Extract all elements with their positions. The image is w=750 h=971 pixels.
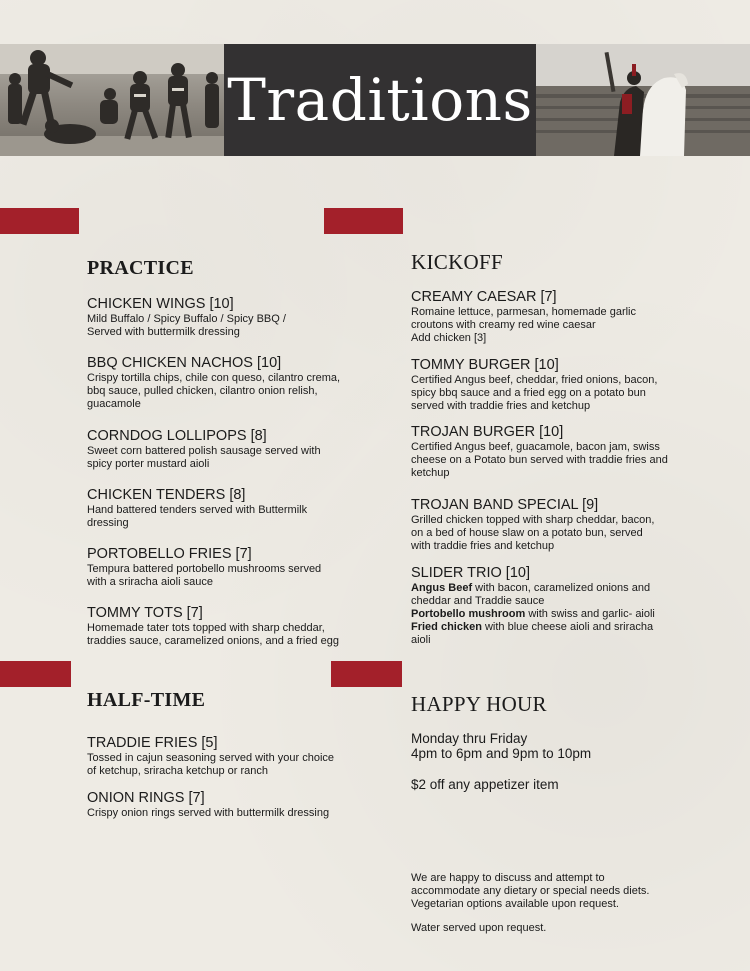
football-players-photo (0, 44, 224, 156)
red-accent-bar (324, 208, 403, 234)
dietary-note: We are happy to discuss and attempt to accommodate any dietary or special needs diets. Vegetarian options available upon request. (411, 872, 650, 910)
red-accent-bar (331, 661, 402, 687)
happy-hour-heading: HAPPY HOUR (411, 692, 547, 716)
item-description: Tempura battered portobello mushrooms served with a sriracha aioli sauce (87, 563, 322, 588)
item-description: Mild Buffalo / Spicy Buffalo / Spicy BBQ / Served with buttermilk dressing (87, 313, 286, 338)
happy-hour-times: 4pm to 6pm and 9pm to 10pm (411, 746, 592, 761)
menu-item-slider-trio (411, 565, 676, 647)
football-players-illustration (0, 44, 224, 156)
item-name: BBQ CHICKEN NACHOS [10] (87, 355, 282, 371)
halftime-heading: HALF-TIME (87, 689, 206, 711)
item-description: Romaine lettuce, parmesan, homemade garlic croutons with creamy red wine caesar (411, 306, 637, 331)
item-name: TROJAN BAND SPECIAL [9] (411, 497, 599, 513)
menu-item (87, 428, 352, 471)
menu-item (87, 790, 352, 820)
menu-item (87, 735, 352, 778)
slider-bold: Fried chicken (411, 621, 482, 633)
item-description: Sweet corn battered polish sausage served with spicy porter mustard aioli (87, 445, 321, 470)
item-name: ONION RINGS [7] (87, 790, 205, 806)
slider-bold: Portobello mushroom (411, 608, 526, 620)
slider-bold: Angus Beef (411, 582, 473, 594)
menu-item (87, 296, 352, 339)
item-description: Crispy onion rings served with buttermilk dressing (87, 807, 330, 819)
menu-item (87, 546, 352, 589)
trojan-horse-photo (536, 44, 750, 156)
slider-text: with blue cheese aioli and sriracha aioli (411, 621, 654, 646)
item-name: TOMMY BURGER [10] (411, 357, 559, 373)
menu-item (87, 605, 352, 648)
slider-text: with bacon, caramelized onions and cheddar and Traddie sauce (411, 582, 651, 607)
item-name: CHICKEN WINGS [10] (87, 296, 234, 312)
slider-line (411, 608, 661, 621)
item-extra: Add chicken [3] (411, 332, 487, 344)
menu-item (411, 497, 676, 553)
happy-hour-days: Monday thru Friday (411, 731, 528, 746)
title-box (224, 44, 536, 156)
item-description: Homemade tater tots topped with sharp cheddar, traddies sauce, caramelized onions, and a fried egg (87, 622, 339, 647)
item-name: SLIDER TRIO [10] (411, 565, 530, 581)
happy-hour-deal: $2 off any appetizer item (411, 777, 559, 792)
item-name: PORTOBELLO FRIES [7] (87, 546, 252, 562)
trojan-horse-illustration (536, 44, 750, 156)
menu-item (411, 357, 676, 413)
header-banner (0, 44, 750, 156)
menu-item (411, 424, 676, 480)
item-name: TROJAN BURGER [10] (411, 424, 564, 440)
practice-heading: PRACTICE (87, 257, 194, 279)
page-title: Traditions (227, 66, 533, 134)
water-note: Water served upon request. (411, 922, 547, 934)
kickoff-heading: KICKOFF (411, 250, 503, 274)
item-description: Certified Angus beef, cheddar, fried onions, bacon, spicy bbq sauce and a fried egg on a potato bun served with traddie fries and ketchup (411, 374, 658, 412)
slider-line (411, 621, 661, 647)
item-description: Grilled chicken topped with sharp cheddar, bacon, on a bed of house slaw on a potato bun, served with traddie fries and ketchup (411, 514, 655, 552)
item-description: Tossed in cajun seasoning served with your choice of ketchup, sriracha ketchup or ranch (87, 752, 335, 777)
item-description: Certified Angus beef, guacamole, bacon jam, swiss cheese on a Potato bun served with traddie fries and ketchup (411, 441, 668, 479)
item-description: Hand battered tenders served with Buttermilk dressing (87, 504, 308, 529)
item-name: TRADDIE FRIES [5] (87, 735, 218, 751)
item-name: TOMMY TOTS [7] (87, 605, 203, 621)
red-accent-bar (0, 208, 79, 234)
menu-item (87, 355, 352, 411)
item-name: CREAMY CAESAR [7] (411, 289, 557, 305)
slider-line (411, 582, 661, 608)
item-description: Crispy tortilla chips, chile con queso, cilantro crema, bbq sauce, pulled chicken, cilantro onion relish, guacamole (87, 372, 341, 410)
item-name: CORNDOG LOLLIPOPS [8] (87, 428, 267, 444)
menu-item (411, 289, 676, 345)
item-name: CHICKEN TENDERS [8] (87, 487, 246, 503)
menu-item (87, 487, 352, 530)
slider-text: with swiss and garlic- aioli (525, 608, 655, 620)
red-accent-bar (0, 661, 71, 687)
